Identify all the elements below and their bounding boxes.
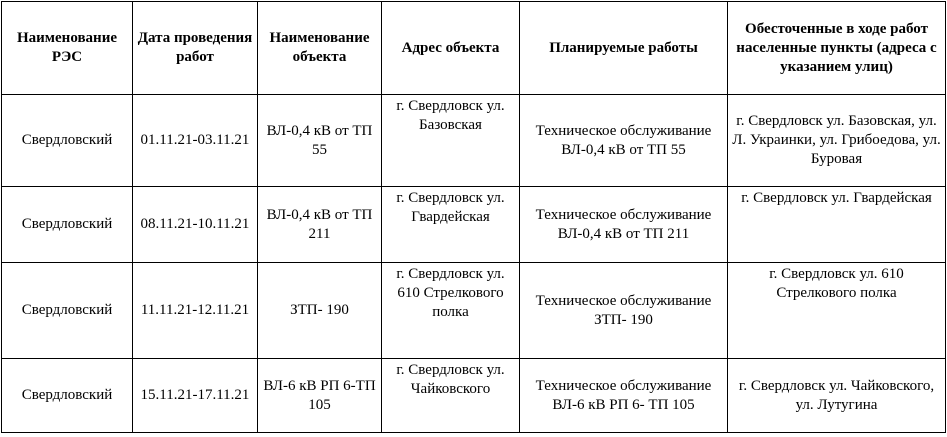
cell-res: Свердловский — [2, 263, 133, 359]
header-object: Наименование объекта — [258, 2, 382, 95]
cell-works: Техническое обслуживание ЗТП- 190 — [520, 263, 728, 359]
cell-works: Техническое обслуживание ВЛ-0,4 кВ от ТП 55 — [520, 95, 728, 187]
header-row — [2, 2, 946, 95]
cell-address: г. Свердловск ул. Базовская — [382, 95, 520, 187]
cell-date: 11.11.21-12.11.21 — [133, 263, 258, 359]
table-row — [2, 263, 946, 359]
cell-localities: г. Свердловск ул. Гвардейская — [728, 187, 946, 263]
cell-res: Свердловский — [2, 359, 133, 433]
header-res: Наименование РЭС — [2, 2, 133, 95]
table-row — [2, 187, 946, 263]
cell-object: ВЛ-0,4 кВ от ТП 211 — [258, 187, 382, 263]
cell-date: 15.11.21-17.11.21 — [133, 359, 258, 433]
cell-object: ЗТП- 190 — [258, 263, 382, 359]
cell-works: Техническое обслуживание ВЛ-0,4 кВ от ТП 211 — [520, 187, 728, 263]
cell-res: Свердловский — [2, 187, 133, 263]
table-row — [2, 359, 946, 433]
header-date: Дата проведения работ — [133, 2, 258, 95]
cell-date: 08.11.21-10.11.21 — [133, 187, 258, 263]
header-localities: Обесточенные в ходе работ населенные пункты (адреса с указанием улиц) — [728, 2, 946, 95]
header-address: Адрес объекта — [382, 2, 520, 95]
outage-schedule-table — [1, 1, 946, 433]
table-row — [2, 95, 946, 187]
cell-localities: г. Свердловск ул. Базовская, ул. Л. Украинки, ул. Грибоедова, ул. Буровая — [728, 95, 946, 187]
cell-object: ВЛ-6 кВ РП 6-ТП 105 — [258, 359, 382, 433]
header-works: Планируемые работы — [520, 2, 728, 95]
cell-localities: г. Свердловск ул. 610 Стрелкового полка — [728, 263, 946, 359]
cell-date: 01.11.21-03.11.21 — [133, 95, 258, 187]
cell-address: г. Свердловск ул. 610 Стрелкового полка — [382, 263, 520, 359]
cell-object: ВЛ-0,4 кВ от ТП 55 — [258, 95, 382, 187]
cell-localities: г. Свердловск ул. Чайковского, ул. Лутугина — [728, 359, 946, 433]
cell-address: г. Свердловск ул. Гвардейская — [382, 187, 520, 263]
cell-address: г. Свердловск ул. Чайковского — [382, 359, 520, 433]
cell-works: Техническое обслуживание ВЛ-6 кВ РП 6- ТП 105 — [520, 359, 728, 433]
cell-res: Свердловский — [2, 95, 133, 187]
